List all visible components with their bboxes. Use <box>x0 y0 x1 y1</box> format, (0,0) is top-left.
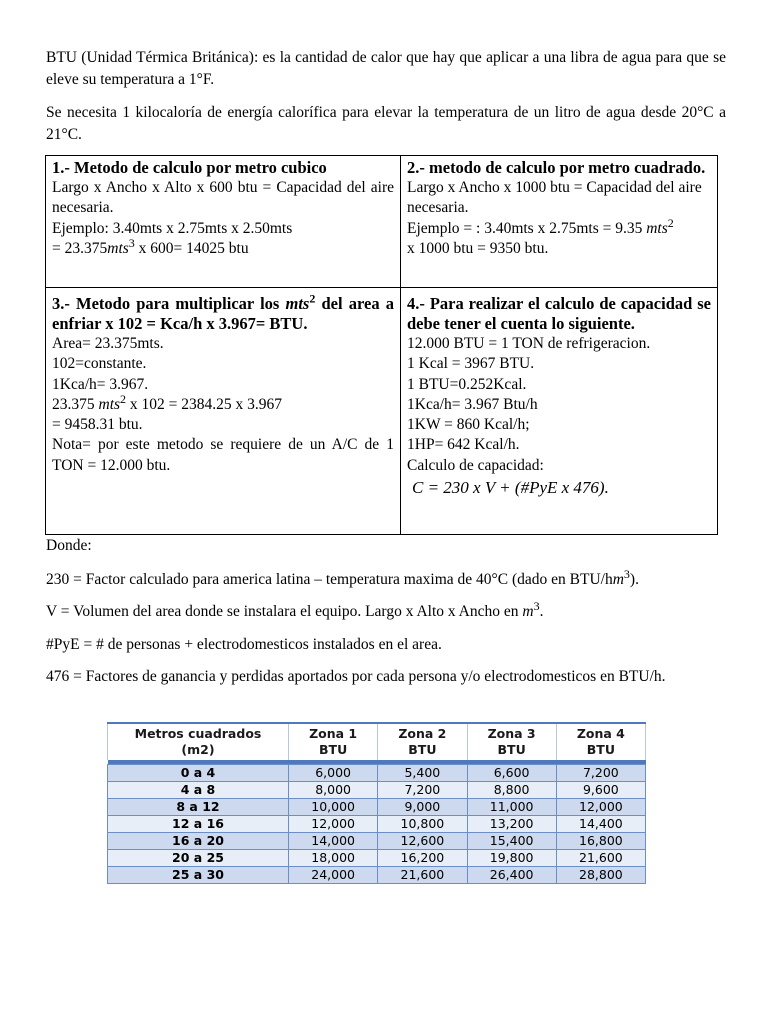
method-2-example: Ejemplo = : 3.40mts x 2.75mts = 9.35 mts$^2$ <box>407 215 674 237</box>
method-4-line: 1KW = 860 Kcal/h; <box>407 416 530 434</box>
table-cell: 14,000 <box>289 833 378 850</box>
table-header-row <box>108 723 646 760</box>
table-cell: 14,400 <box>556 816 645 833</box>
definition-230: 230 = Factor calculado para america latina – temperatura maxima de 40°C (dado en BTU/$hm^3$). <box>46 566 639 588</box>
table-cell: 12 a 16 <box>108 816 289 833</box>
method-1-formula: Largo x Ancho x Alto x 600 btu = Capacidad del aire necesaria. <box>52 179 394 217</box>
method-1-result: = 23.375mts$^3$ x 600= 14025 btu <box>52 235 249 257</box>
intro-paragraph-btu: BTU (Unidad Térmica Británica): es la cantidad de calor que hay que aplicar a una libra de agua para que se eleve su temperatura a 1°F. <box>46 49 726 88</box>
table-row <box>108 833 646 850</box>
method-3-note: Nota= por este metodo se requiere de un A/C de 1 TON = 12.000 btu. <box>52 436 394 474</box>
table-cell: 11,000 <box>467 799 556 816</box>
table-cell: 16 a 20 <box>108 833 289 850</box>
method-3-result: = 9458.31 btu. <box>52 416 143 434</box>
table-cell: 7,200 <box>378 782 467 799</box>
method-4-cell <box>401 288 718 535</box>
table-cell: 18,000 <box>289 850 378 867</box>
method-1-example: Ejemplo: 3.40mts x 2.75mts x 2.50mts <box>52 219 293 237</box>
definition-volume: V = Volumen del area donde se instalara el equipo. Largo x Alto x Ancho en $m^3$. <box>46 598 544 620</box>
method-3-cell <box>46 288 401 535</box>
donde-label: Donde: <box>46 537 92 554</box>
table-cell: 16,200 <box>378 850 467 867</box>
method-4-line: 1Kca/h= 3.967 Btu/h <box>407 395 538 413</box>
table-cell: 8,800 <box>467 782 556 799</box>
table-cell: 9,600 <box>556 782 645 799</box>
table-row <box>108 765 646 782</box>
header-metros-cuadrados: Metros cuadrados (m2) <box>108 723 289 760</box>
table-cell: 16,800 <box>556 833 645 850</box>
table-cell: 8 a 12 <box>108 799 289 816</box>
table-row <box>108 782 646 799</box>
table-cell: 21,600 <box>378 867 467 884</box>
table-cell: 20 a 25 <box>108 850 289 867</box>
method-2-formula: Largo x Ancho x 1000 btu = Capacidad del aire necesaria. <box>407 179 702 217</box>
method-4-line: 12.000 BTU = 1 TON de refrigeracion. <box>407 335 651 352</box>
table-cell: 12,000 <box>289 816 378 833</box>
table-cell: 13,200 <box>467 816 556 833</box>
header-zona-3: Zona 3 BTU <box>467 723 556 760</box>
table-cell: 15,400 <box>467 833 556 850</box>
method-4-line: 1 Kcal = 3967 BTU. <box>407 355 535 373</box>
table-cell: 7,200 <box>556 765 645 782</box>
table-row <box>108 816 646 833</box>
method-2-title: 2.- metodo de calculo por metro cuadrado. <box>407 158 706 177</box>
method-3-area: Area= 23.375mts. <box>52 335 164 352</box>
table-cell: 6,600 <box>467 765 556 782</box>
method-3-conversion: 1Kca/h= 3.967. <box>52 375 149 393</box>
method-3-title: 3.- Metodo para multiplicar los mts$^2$ del area a enfriar x 102 = Kca/h x 3.967= BTU. <box>52 291 394 333</box>
definition-pye: #PyE = # de personas + electrodomesticos instalados en el area. <box>46 636 442 653</box>
table-cell: 4 a 8 <box>108 782 289 799</box>
header-zona-2: Zona 2 BTU <box>378 723 467 760</box>
method-1-title: 1.- Metodo de calculo por metro cubico <box>52 158 327 177</box>
table-cell: 21,600 <box>556 850 645 867</box>
table-cell: 8,000 <box>289 782 378 799</box>
table-cell: 10,800 <box>378 816 467 833</box>
table-cell: 12,600 <box>378 833 467 850</box>
table-row <box>108 850 646 867</box>
method-3-constant: 102=constante. <box>52 355 147 373</box>
table-cell: 5,400 <box>378 765 467 782</box>
method-4-title: 4.- Para realizar el calculo de capacidad se debe tener el cuenta lo siguiente. <box>407 294 711 333</box>
table-row <box>108 867 646 884</box>
methods-grid <box>45 155 718 535</box>
method-4-line: Calculo de capacidad: <box>407 456 544 474</box>
method-4-line: 1HP= 642 Kcal/h. <box>407 436 520 454</box>
method-3-calculation: 23.375 mts$^2$ x 102 = 2384.25 x 3.967 <box>52 391 283 413</box>
method-4-line: 1 BTU=0.252Kcal. <box>407 375 527 393</box>
table-cell: 0 a 4 <box>108 765 289 782</box>
method-2-cell <box>401 156 718 288</box>
intro-paragraph-kcal: Se necesita 1 kilocaloría de energía calorífica para elevar la temperatura de un litro de agua desde 20°C a 21°C. <box>46 104 726 143</box>
table-row <box>108 799 646 816</box>
method-2-result: x 1000 btu = 9350 btu. <box>407 239 549 257</box>
table-cell: 28,800 <box>556 867 645 884</box>
table-cell: 6,000 <box>289 765 378 782</box>
method-1-cell <box>46 156 401 288</box>
table-cell: 9,000 <box>378 799 467 816</box>
table-cell: 12,000 <box>556 799 645 816</box>
header-zona-4: Zona 4 BTU <box>556 723 645 760</box>
header-zona-1: Zona 1 BTU <box>289 723 378 760</box>
table-cell: 24,000 <box>289 867 378 884</box>
btu-zones-table <box>107 722 646 884</box>
table-cell: 10,000 <box>289 799 378 816</box>
table-cell: 26,400 <box>467 867 556 884</box>
capacity-formula: C = 230 x V + (#PyE x 476). <box>412 478 609 498</box>
definition-476: 476 = Factores de ganancia y perdidas aportados por cada persona y/o electrodomesticos en BTU/h. <box>46 668 666 685</box>
table-cell: 25 a 30 <box>108 867 289 884</box>
table-cell: 19,800 <box>467 850 556 867</box>
